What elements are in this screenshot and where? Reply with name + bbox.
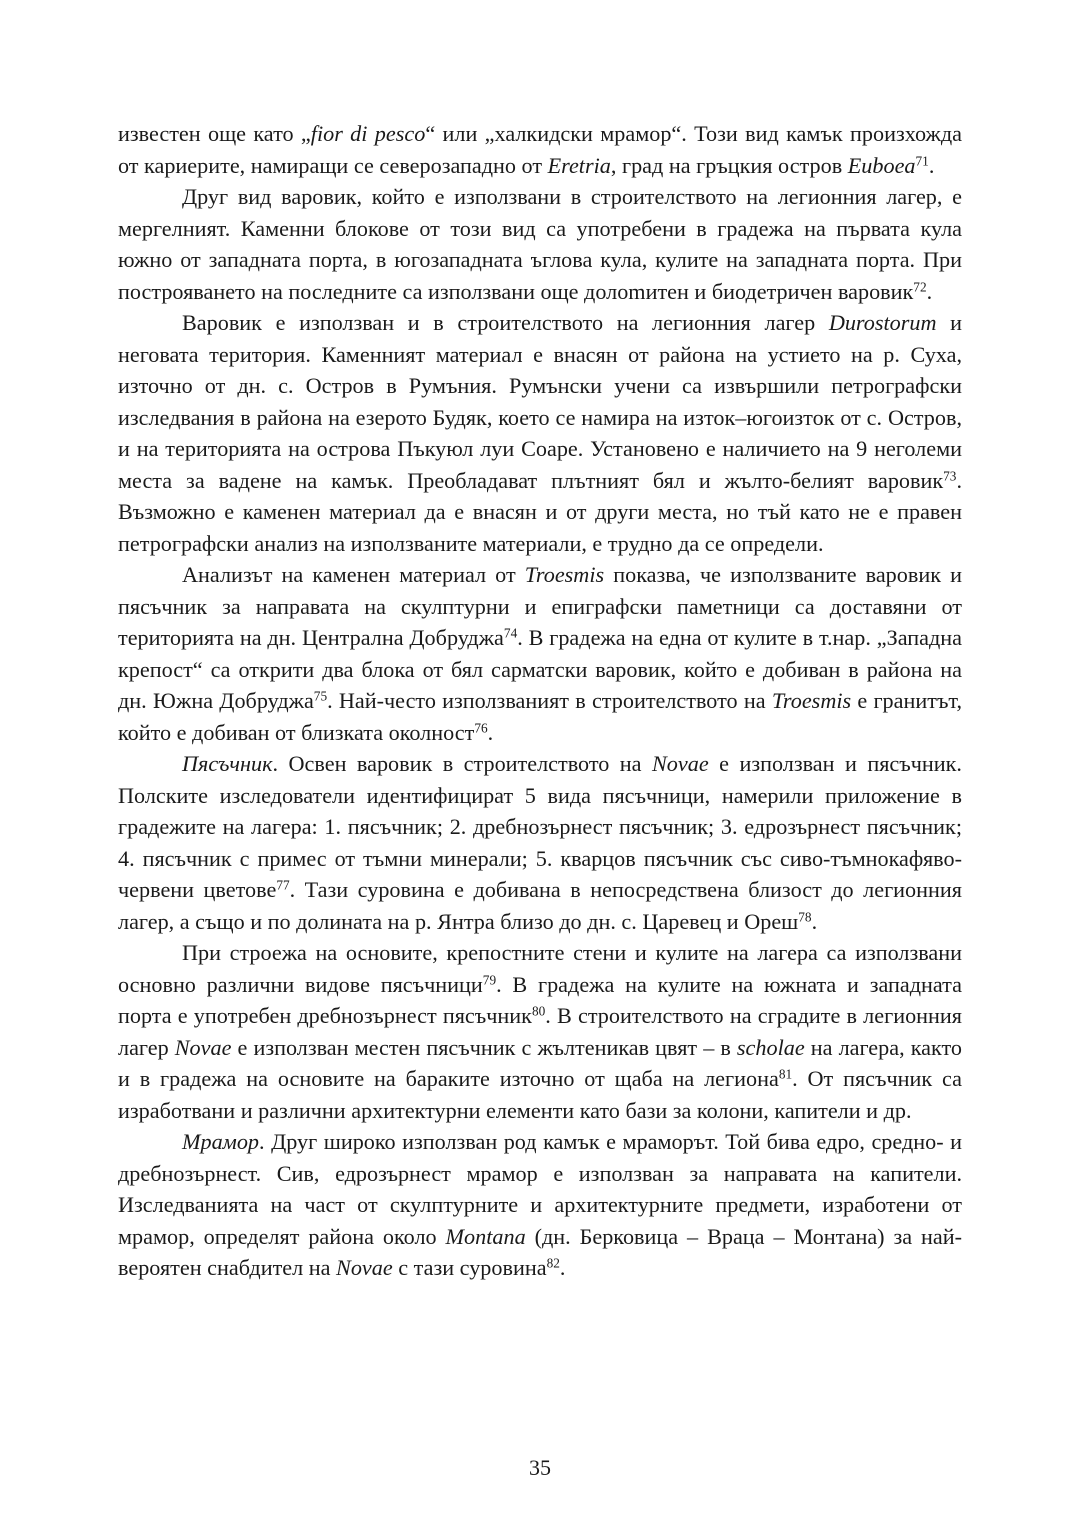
italic-term: fior di pesco [310,121,426,146]
footnote-ref: 73 [943,468,957,484]
footnote-ref: 74 [503,625,518,641]
text-run: Друг вид варовик, който е използвани в строителството на легионния лагер, е мергелният. Каменни блокове от този вид са употребени в градежа на първата кула южно от западната порта, в югозападната ъглова кула, кулите на западната порта. При построяването на последните са използвани още долоmитен и биодетричен варовик [118,184,962,304]
paragraph-marl-limestone [118,181,962,307]
text-run: . От пясъчник са изработвани и различни архитектурни елементи като бази за колони, капители и др. [118,1066,962,1123]
paragraph-durostorum-limestone [118,307,962,559]
paragraph-foundations-sandstone [118,937,962,1126]
page-number: 35 [529,1455,551,1480]
paragraph-intro-marble-continuation [118,118,962,181]
text-run: При строежа на основите, крепостните стени и кулите на лагера са използвани основно различни видове пясъчници [118,940,962,997]
footnote-ref: 71 [915,153,929,169]
text-run: Варовик е използван и в строителството на легионния лагер [182,310,829,335]
footnote-ref: 77 [276,877,290,893]
italic-term: Eretria [547,152,611,178]
italic-term: scholae [736,1034,805,1060]
footnote-ref: 78 [798,909,812,925]
text-run: . В строителството на сградите в легионния лагер [118,1003,962,1060]
text-run: е гранитът, който е добиван от близката околност [118,688,962,745]
paragraph-sandstone [118,748,962,937]
text-run: с тази суровина [392,1255,547,1280]
paragraph-troesmis-analysis [118,559,962,748]
text-run: (дн. Берковица – Враца – Монтана) за най-вероятен снабдител на [118,1223,963,1280]
italic-term: Troesmis [771,688,852,713]
footnote-ref: 82 [546,1255,560,1271]
italic-term: Euboea [847,152,916,178]
text-run: . [926,278,933,304]
document-page [118,118,962,1518]
text-run: е използван и пясъчник. Полските изследователи идентифицират 5 вида пясъчници, намерили приложение в градежите на лагера: 1. пясъчник; 2. дребнозърнест пясъчник; 3. едрозърнест пясъчник; 4. пясъчник с примес от тъмни минерали; 5. кварцов пясъчник със сиво-тъмнокафяво-червени цветове [118,751,962,902]
text-run: . В градежа на кулите на южната и западната порта е употребен дребнозърнест пясъчник [118,971,962,1028]
text-run: . Най-често използваният в строителството на [327,688,772,713]
italic-term: Durostorum [828,310,937,335]
italic-term: Novae [652,751,709,776]
text-run: е използван местен пясъчник с жълтеникав цвят – в [231,1034,737,1060]
footnote-ref: 75 [313,688,328,704]
footnote-ref: 81 [778,1066,793,1082]
footnote-ref: 72 [913,279,927,295]
footnote-ref: 76 [474,720,488,736]
footnote-ref: 79 [482,972,497,988]
footnote-ref: 80 [531,1003,546,1019]
text-run: . Възможно е каменен материал да е внасян и от други места, но тъй като не е правен петрографски анализ на използваните материали, е трудно да се определи. [118,467,962,556]
italic-term: Мрамор [182,1129,260,1154]
text-run: на лагера, както и в градежа на основите на бараките източно от щаба на легиона [118,1034,962,1091]
body-text [118,118,962,1284]
text-run: . В градежа на една от кулите в т.нар. „Западна крепост“ са открити два блока от бял сарматски варовик, който е добиван в района на дн. Южна Добруджа [118,625,962,713]
italic-term: Troesmis [524,562,605,587]
italic-term: Montana [445,1223,526,1249]
text-run: Анализът на каменен материал от [182,562,525,587]
text-run: . [928,152,935,178]
text-run: известен още като „ [118,121,311,146]
text-run: . [559,1255,566,1280]
text-run: “ или „халкидски мрамор“. Този вид камък произхожда от кариерите, намиращи се северозападно от [118,121,962,178]
italic-term: Novae [336,1255,393,1280]
text-run: . Друг широко използван род камък е мраморът. Той бива едро, средно- и дребнозърнест. Сив, едрозърнест мрамор е използван за направата на капители. Изследванията на част от скулптурните и архитектурните предмети, изработени от мрамор, определят района около [118,1129,962,1249]
text-run: . Тази суровина е добивана в непосредствена близост до легионния лагер, а също и по долината на р. Янтра близо до дн. с. Царевец и Ореш [118,877,962,934]
text-run: . [811,908,818,934]
text-run: и неговата територия. Каменният материал е внасян от района на устието на р. Суха, източно от дн. с. Остров в Румъния. Румънски учени са извършили петрографски изследвания в района на езерото Будяк, което се намира на изток–югоизток от с. Остров, и на територията на острова Пъкуюл луи Соаре. Установено е наличието на 9 неголеми места за вадене на камък. Преобладават плътният бял и жълто-белият варовик [118,310,962,493]
italic-term: Пясъчник [182,751,273,776]
text-run: показва, че използваните варовик и пясъчник за направата на скулптурни и епиграфски паметници са доставяни от територията на дн. Централна Добруджа [118,562,962,650]
italic-term: Novae [174,1034,232,1060]
text-run: , град на гръцкия остров [610,152,848,178]
text-run: . Освен варовик в строителството на [272,751,652,776]
paragraph-marble [118,1126,962,1284]
text-run: . [487,719,494,745]
